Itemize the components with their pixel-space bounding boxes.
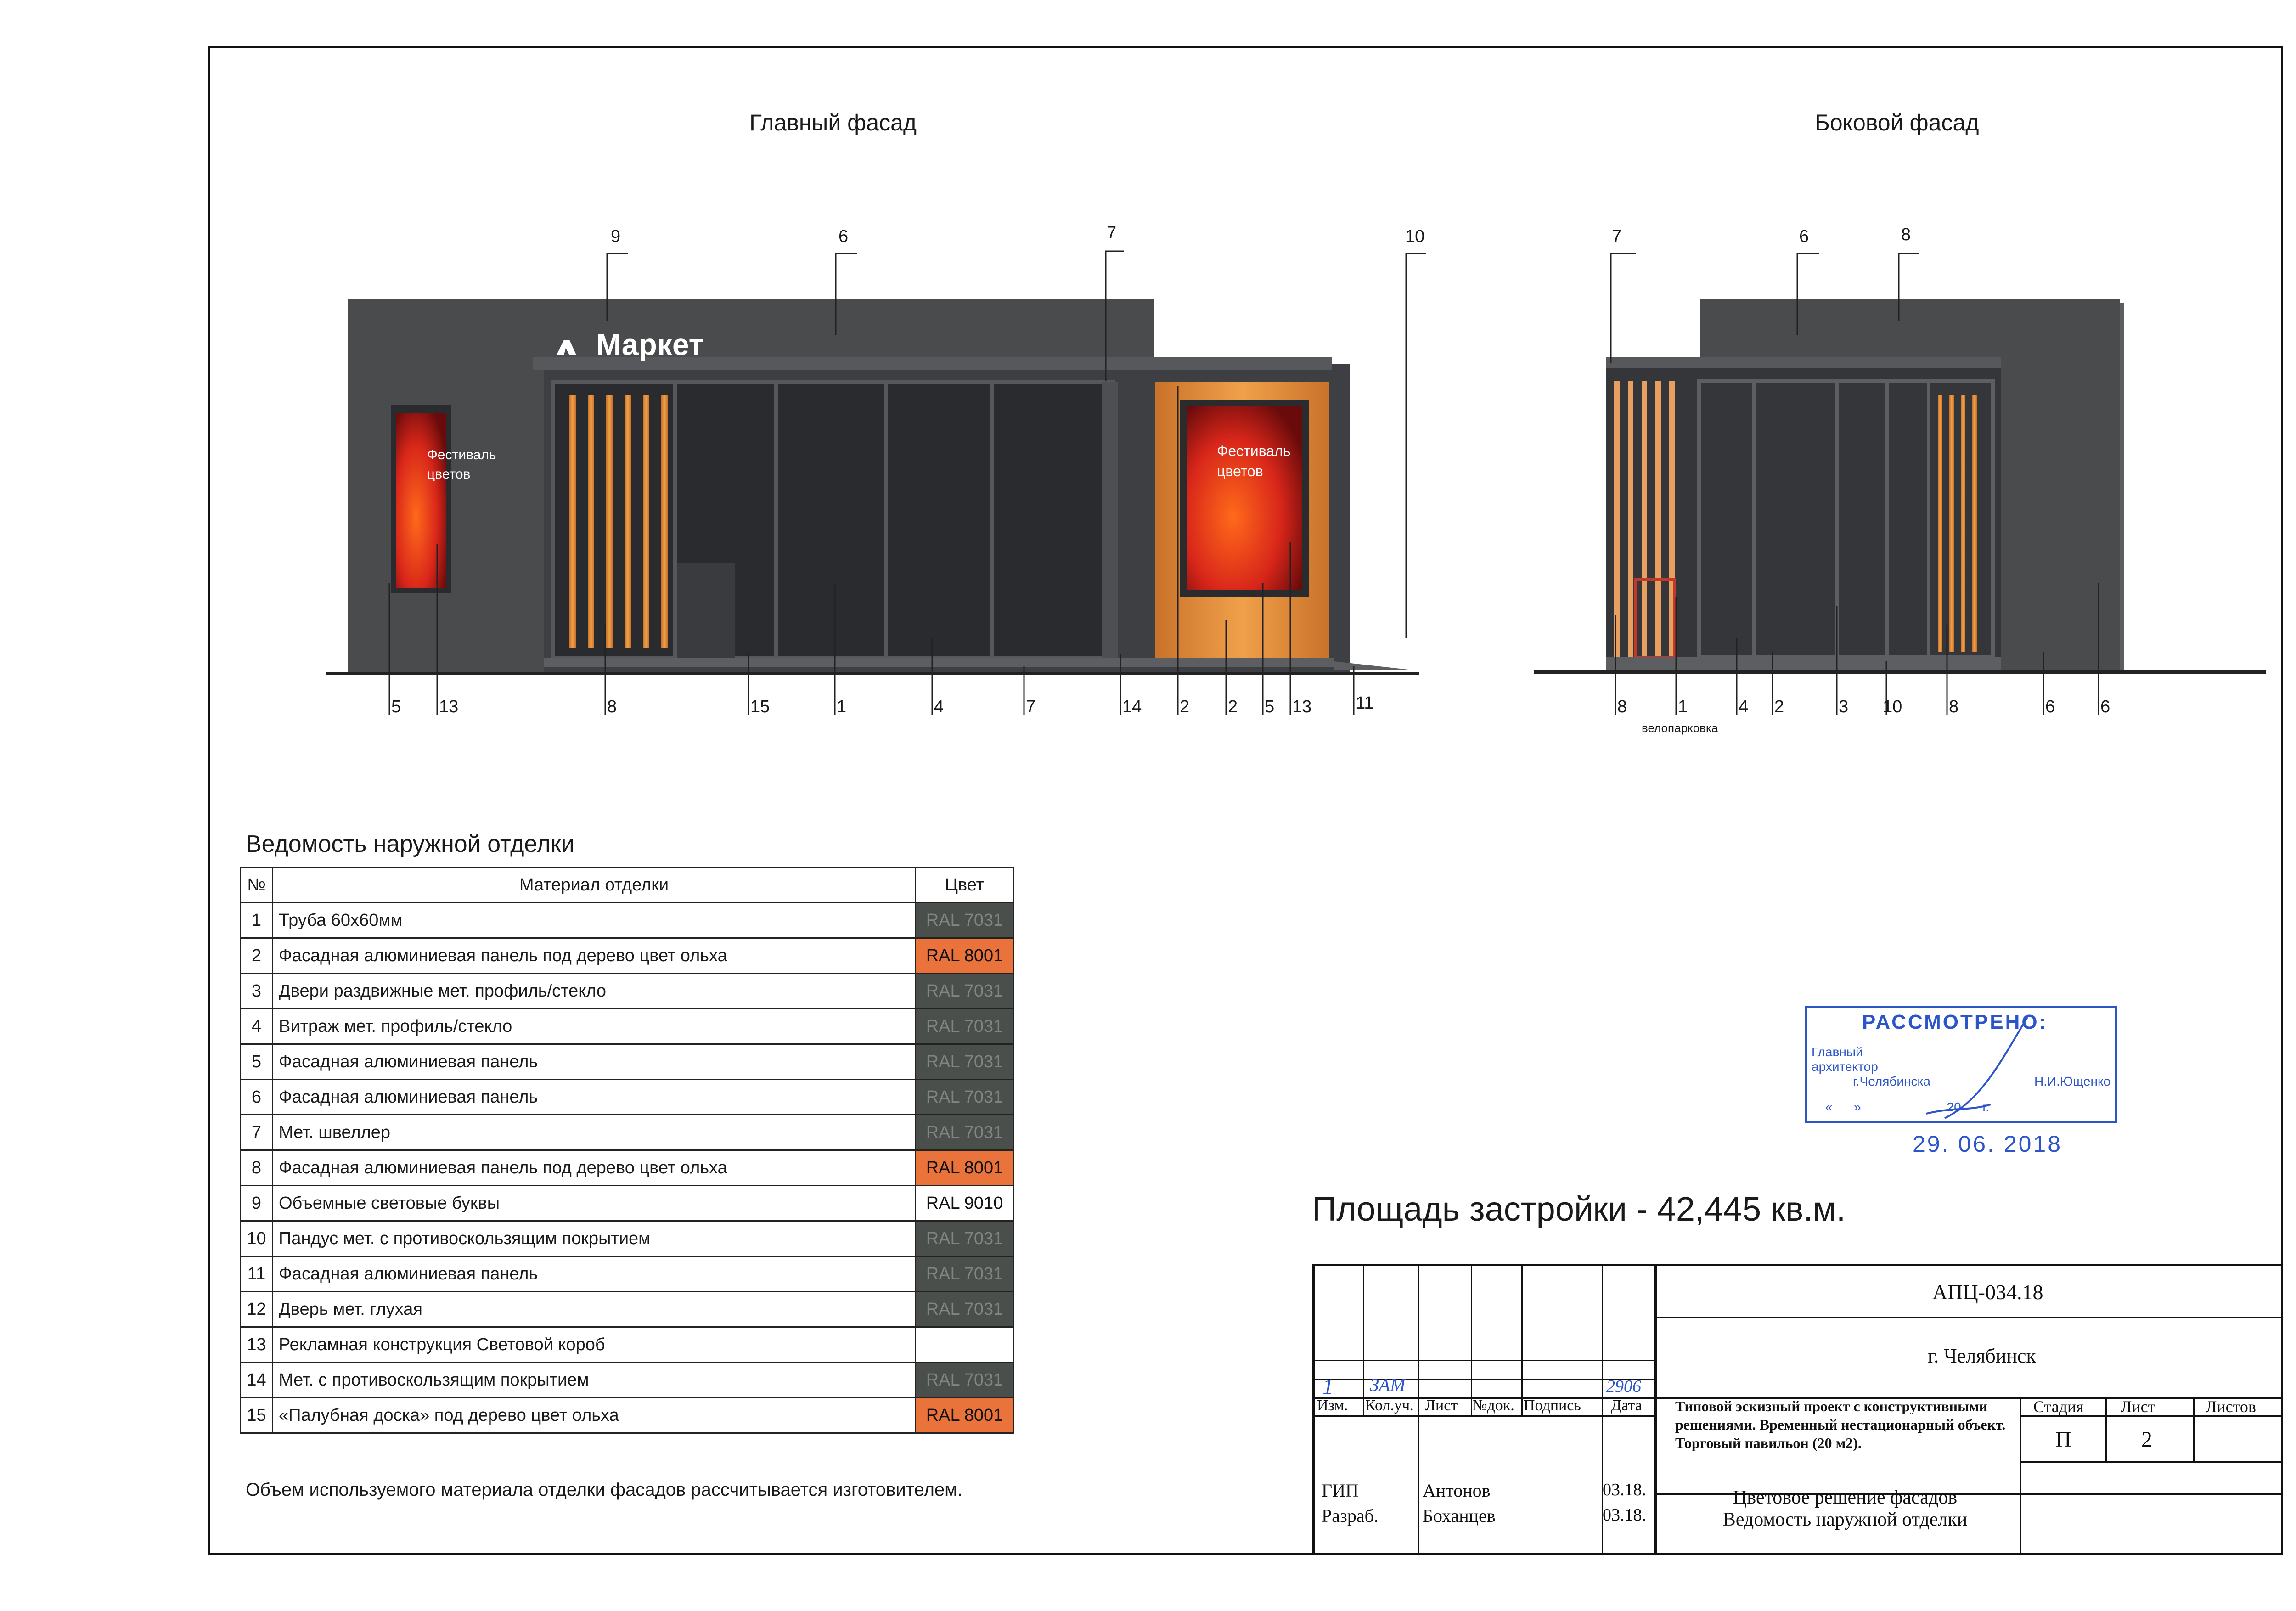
project-name: Типовой эскизный проект с конструктивными решениями. Временный нестационарный объект. Торговый павильон (20 м2).	[1675, 1398, 2006, 1451]
doc-code: АПЦ-034.18	[1932, 1280, 2043, 1304]
row-num: 11	[241, 1256, 273, 1292]
row-color: RAL 7031	[916, 1256, 1014, 1292]
row-num: 8	[241, 1150, 273, 1186]
row-num: 4	[241, 1009, 273, 1044]
row-material: Фасадная алюминиевая панель под дерево цвет ольха	[273, 1150, 916, 1186]
row-material: Пандус мет. с противоскользящим покрытием	[273, 1221, 916, 1256]
schedule-row	[241, 938, 1014, 974]
row-material: Двери раздвижные мет. профиль/стекло	[273, 974, 916, 1009]
callout: 3	[1839, 697, 1849, 716]
row-num: 12	[241, 1292, 273, 1327]
row-num: 7	[241, 1115, 273, 1150]
schedule-row	[241, 1292, 1014, 1327]
dev-role: Разраб.	[1322, 1505, 1379, 1526]
row-material: Мет. с противоскользящим покрытием	[273, 1363, 916, 1398]
title-block	[1312, 1264, 2283, 1555]
row-material: Фасадная алюминиевая панель под дерево цвет ольха	[273, 938, 916, 974]
row-material: Объемные световые буквы	[273, 1186, 916, 1221]
callout: 14	[1122, 697, 1142, 716]
sheet-value: 2	[2141, 1427, 2152, 1452]
callout: 7	[1026, 697, 1036, 716]
schedule-row	[241, 1115, 1014, 1150]
row-num: 14	[241, 1363, 273, 1398]
header-material: Материал отделки	[273, 868, 916, 903]
callout: 1	[837, 697, 847, 716]
schedule-row	[241, 1327, 1014, 1363]
callout: 6	[1799, 227, 1809, 246]
callout: 8	[1949, 697, 1959, 716]
row-color: RAL 8001	[916, 1150, 1014, 1186]
approval-stamp	[1805, 1006, 2117, 1123]
rev-num: 1	[1322, 1374, 1334, 1399]
callout: 7	[1107, 223, 1117, 242]
schedule-row	[241, 1080, 1014, 1115]
row-num: 13	[241, 1327, 273, 1363]
stamp-line3: г.Челябинска	[1853, 1074, 1930, 1088]
header-num: №	[241, 868, 273, 903]
col-podp: Подпись	[1524, 1397, 1581, 1414]
poster-left: Фестиваль цветов	[427, 447, 496, 482]
building-area: Площадь застройки - 42,445 кв.м.	[1312, 1190, 1846, 1228]
callout: 13	[1292, 697, 1312, 716]
row-color: RAL 7031	[916, 1115, 1014, 1150]
header-color: Цвет	[916, 868, 1014, 903]
callout: 6	[838, 227, 849, 246]
row-material: Труба 60х60мм	[273, 903, 916, 938]
row-num: 2	[241, 938, 273, 974]
row-color: RAL 7031	[916, 1044, 1014, 1080]
main-facade-title: Главный фасад	[749, 110, 917, 135]
callout: 15	[750, 697, 770, 716]
callout: 1	[1678, 697, 1688, 716]
stamp-line2: архитектор	[1812, 1059, 1878, 1074]
main-facade	[348, 299, 1417, 674]
schedule-row	[241, 1398, 1014, 1433]
callout: 11	[1356, 693, 1374, 713]
rev-date: 2906	[1606, 1377, 1641, 1396]
schedule-row	[241, 1150, 1014, 1186]
row-color: RAL 7031	[916, 1221, 1014, 1256]
row-color: RAL 8001	[916, 938, 1014, 974]
row-color: RAL 8001	[916, 1398, 1014, 1433]
row-color: RAL 7031	[916, 974, 1014, 1009]
side-facade	[1606, 299, 2124, 674]
row-color: RAL 7031	[916, 1080, 1014, 1115]
sheet-title: Цветовое решение фасадов Ведомость наружной отделки	[1722, 1487, 1968, 1530]
row-num: 9	[241, 1186, 273, 1221]
callout: 2	[1180, 697, 1190, 716]
row-material: Дверь мет. глухая	[273, 1292, 916, 1327]
row-color	[916, 1327, 1014, 1363]
callout: 10	[1883, 697, 1902, 716]
col-list: Лист	[1425, 1397, 1458, 1414]
row-color: RAL 7031	[916, 903, 1014, 938]
row-color: RAL 7031	[916, 1363, 1014, 1398]
market-sign: Маркет	[596, 327, 703, 361]
stamp-name: Н.И.Ющенко	[2034, 1074, 2111, 1088]
callout: 5	[391, 697, 401, 716]
stamp-line1: Главный	[1812, 1045, 1863, 1059]
callout: 8	[1901, 225, 1911, 244]
schedule-row	[241, 903, 1014, 938]
row-num: 3	[241, 974, 273, 1009]
row-num: 1	[241, 903, 273, 938]
schedule-row	[241, 1256, 1014, 1292]
schedule-body	[241, 903, 1014, 1433]
row-material: Фасадная алюминиевая панель	[273, 1080, 916, 1115]
stamp-date-line: « » 20 г.	[1825, 1100, 1989, 1114]
row-material: Фасадная алюминиевая панель	[273, 1044, 916, 1080]
callout: 8	[607, 697, 617, 716]
stamp-title: РАССМОТРЕНО:	[1862, 1011, 2048, 1033]
callout: 5	[1265, 697, 1275, 716]
schedule-row	[241, 1221, 1014, 1256]
callout: 2	[1774, 697, 1784, 716]
schedule-row	[241, 1009, 1014, 1044]
schedule-title: Ведомость наружной отделки	[246, 831, 574, 857]
row-num: 6	[241, 1080, 273, 1115]
col-kol: Кол.уч.	[1365, 1397, 1414, 1414]
schedule-row	[241, 1044, 1014, 1080]
rev-type: ЗАМ	[1370, 1374, 1406, 1395]
city: г. Челябинск	[1928, 1345, 2036, 1367]
sheet-header: Лист	[2121, 1397, 2155, 1416]
schedule-row	[241, 1363, 1014, 1398]
sheets-header: Листов	[2206, 1397, 2256, 1416]
row-num: 5	[241, 1044, 273, 1080]
poster-right: Фестиваль цветов	[1217, 443, 1291, 479]
bike-parking-label: велопарковка	[1642, 721, 1718, 735]
row-material: Мет. швеллер	[273, 1115, 916, 1150]
col-izm: Изм.	[1317, 1397, 1348, 1414]
row-material: «Палубная доска» под дерево цвет ольха	[273, 1398, 916, 1433]
row-color: RAL 7031	[916, 1009, 1014, 1044]
callout: 4	[934, 697, 944, 716]
stage-value: П	[2055, 1427, 2071, 1452]
schedule-row	[241, 1186, 1014, 1221]
row-material: Витраж мет. профиль/стекло	[273, 1009, 916, 1044]
row-color: RAL 7031	[916, 1292, 1014, 1327]
gip-name: Антонов	[1423, 1480, 1491, 1501]
row-color: RAL 9010	[916, 1186, 1014, 1221]
stamp-date: 29. 06. 2018	[1913, 1131, 2063, 1157]
callout: 6	[2100, 697, 2110, 716]
callout: 7	[1612, 227, 1622, 246]
col-data: Дата	[1611, 1397, 1642, 1414]
finish-schedule-table	[240, 867, 1014, 1434]
row-material: Фасадная алюминиевая панель	[273, 1256, 916, 1292]
row-num: 10	[241, 1221, 273, 1256]
callout: 9	[611, 227, 621, 246]
col-ndok: №док.	[1472, 1397, 1514, 1414]
callout: 10	[1405, 227, 1425, 246]
gip-role: ГИП	[1322, 1480, 1359, 1501]
stage-header: Стадия	[2033, 1397, 2084, 1416]
gip-date: 03.18.	[1603, 1480, 1646, 1499]
schedule-row	[241, 974, 1014, 1009]
side-facade-title: Боковой фасад	[1815, 110, 1979, 135]
row-num: 15	[241, 1398, 273, 1433]
dev-name: Боханцев	[1423, 1505, 1496, 1526]
callout: 8	[1617, 697, 1627, 716]
dev-date: 03.18.	[1603, 1505, 1646, 1525]
schedule-note: Объем используемого материала отделки фасадов рассчитывается изготовителем.	[246, 1480, 962, 1500]
row-material: Рекламная конструкция Световой короб	[273, 1327, 916, 1363]
callout: 6	[2045, 697, 2055, 716]
callout: 4	[1739, 697, 1749, 716]
callout: 13	[439, 697, 459, 716]
callout: 2	[1228, 697, 1238, 716]
